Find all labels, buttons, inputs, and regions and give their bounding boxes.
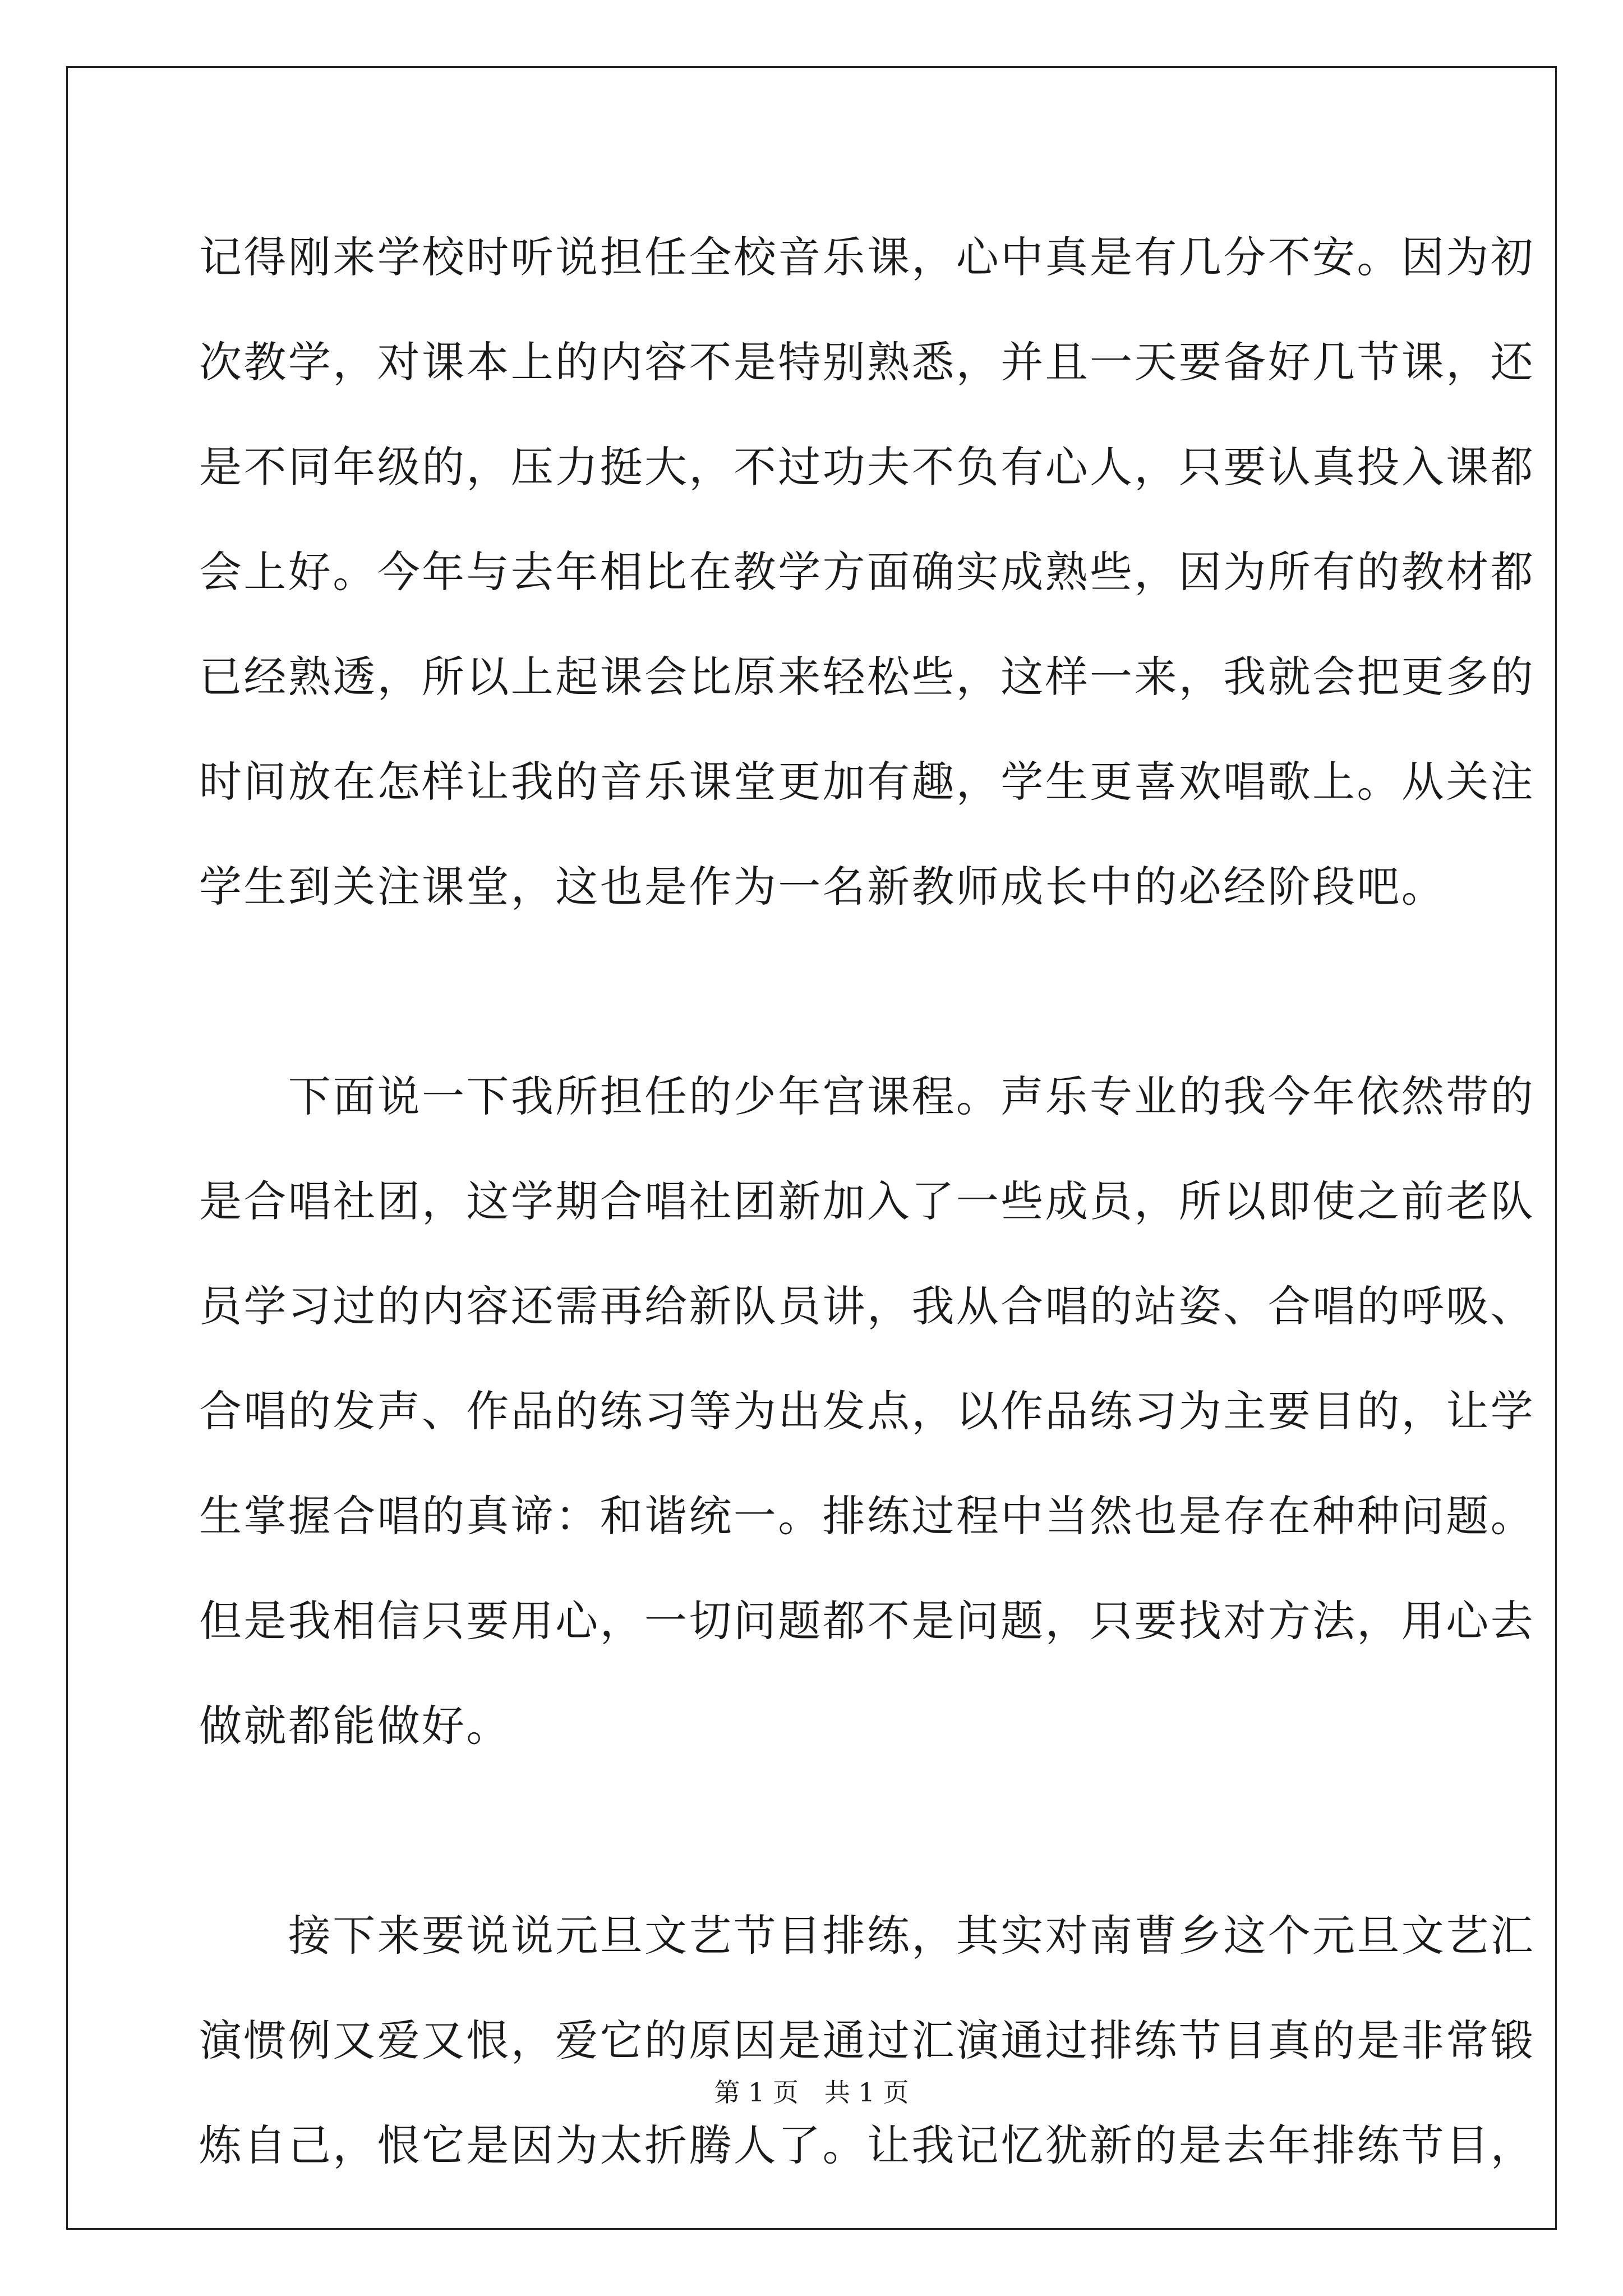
text-line: 时间放在怎样让我的音乐课堂更加有趣，学生更喜欢唱歌上。从关注: [199, 757, 1535, 807]
text-line: 生掌握合唱的真谛：和谐统一。排练过程中当然也是存在种种问题。: [199, 1491, 1535, 1541]
paragraph-gap: [199, 939, 1427, 1044]
text-line: 演惯例又爱又恨，爱它的原因是通过汇演通过排练节目真的是非常锻: [199, 2016, 1535, 2065]
text-line: 是不同年级的，压力挺大，不过功夫不负有心人，只要认真投入课都: [199, 442, 1535, 492]
text-line: 次教学，对课本上的内容不是特别熟悉，并且一天要备好几节课，还: [199, 337, 1535, 387]
text-line: 员学习过的内容还需再给新队员讲，我从合唱的站姿、合唱的呼吸、: [199, 1281, 1535, 1331]
text-line: 会上好。今年与去年相比在教学方面确实成熟些，因为所有的教材都: [199, 547, 1535, 597]
text-line: 炼自己，恨它是因为太折腾人了。让我记忆犹新的是去年排练节目，: [199, 2120, 1535, 2170]
text-line: 下面说一下我所担任的少年宫课程。声乐专业的我今年依然带的: [199, 1071, 1535, 1121]
text-line: 但是我相信只要用心，一切问题都不是问题，只要找对方法，用心去: [199, 1596, 1535, 1646]
text-line: 记得刚来学校时听说担任全校音乐课，心中真是有几分不安。因为初: [199, 232, 1535, 282]
text-line: 做就都能做好。: [199, 1701, 511, 1751]
text-line: 学生到关注课堂，这也是作为一名新教师成长中的必经阶段吧。: [199, 862, 1446, 912]
text-line: 是合唱社团，这学期合唱社团新加入了一些成员，所以即使之前老队: [199, 1176, 1535, 1226]
document-body: [199, 205, 1535, 2198]
page-footer: 第 1 页 共 1 页: [714, 2077, 909, 2108]
text-line: 合唱的发声、作品的练习等为出发点，以作品练习为主要目的，让学: [199, 1386, 1535, 1436]
paragraph-gap: [199, 1778, 1427, 1883]
text-line: 已经熟透，所以上起课会比原来轻松些，这样一来，我就会把更多的: [199, 652, 1535, 702]
text-line: 接下来要说说元旦文艺节目排练，其实对南曹乡这个元旦文艺汇: [199, 1911, 1535, 1961]
